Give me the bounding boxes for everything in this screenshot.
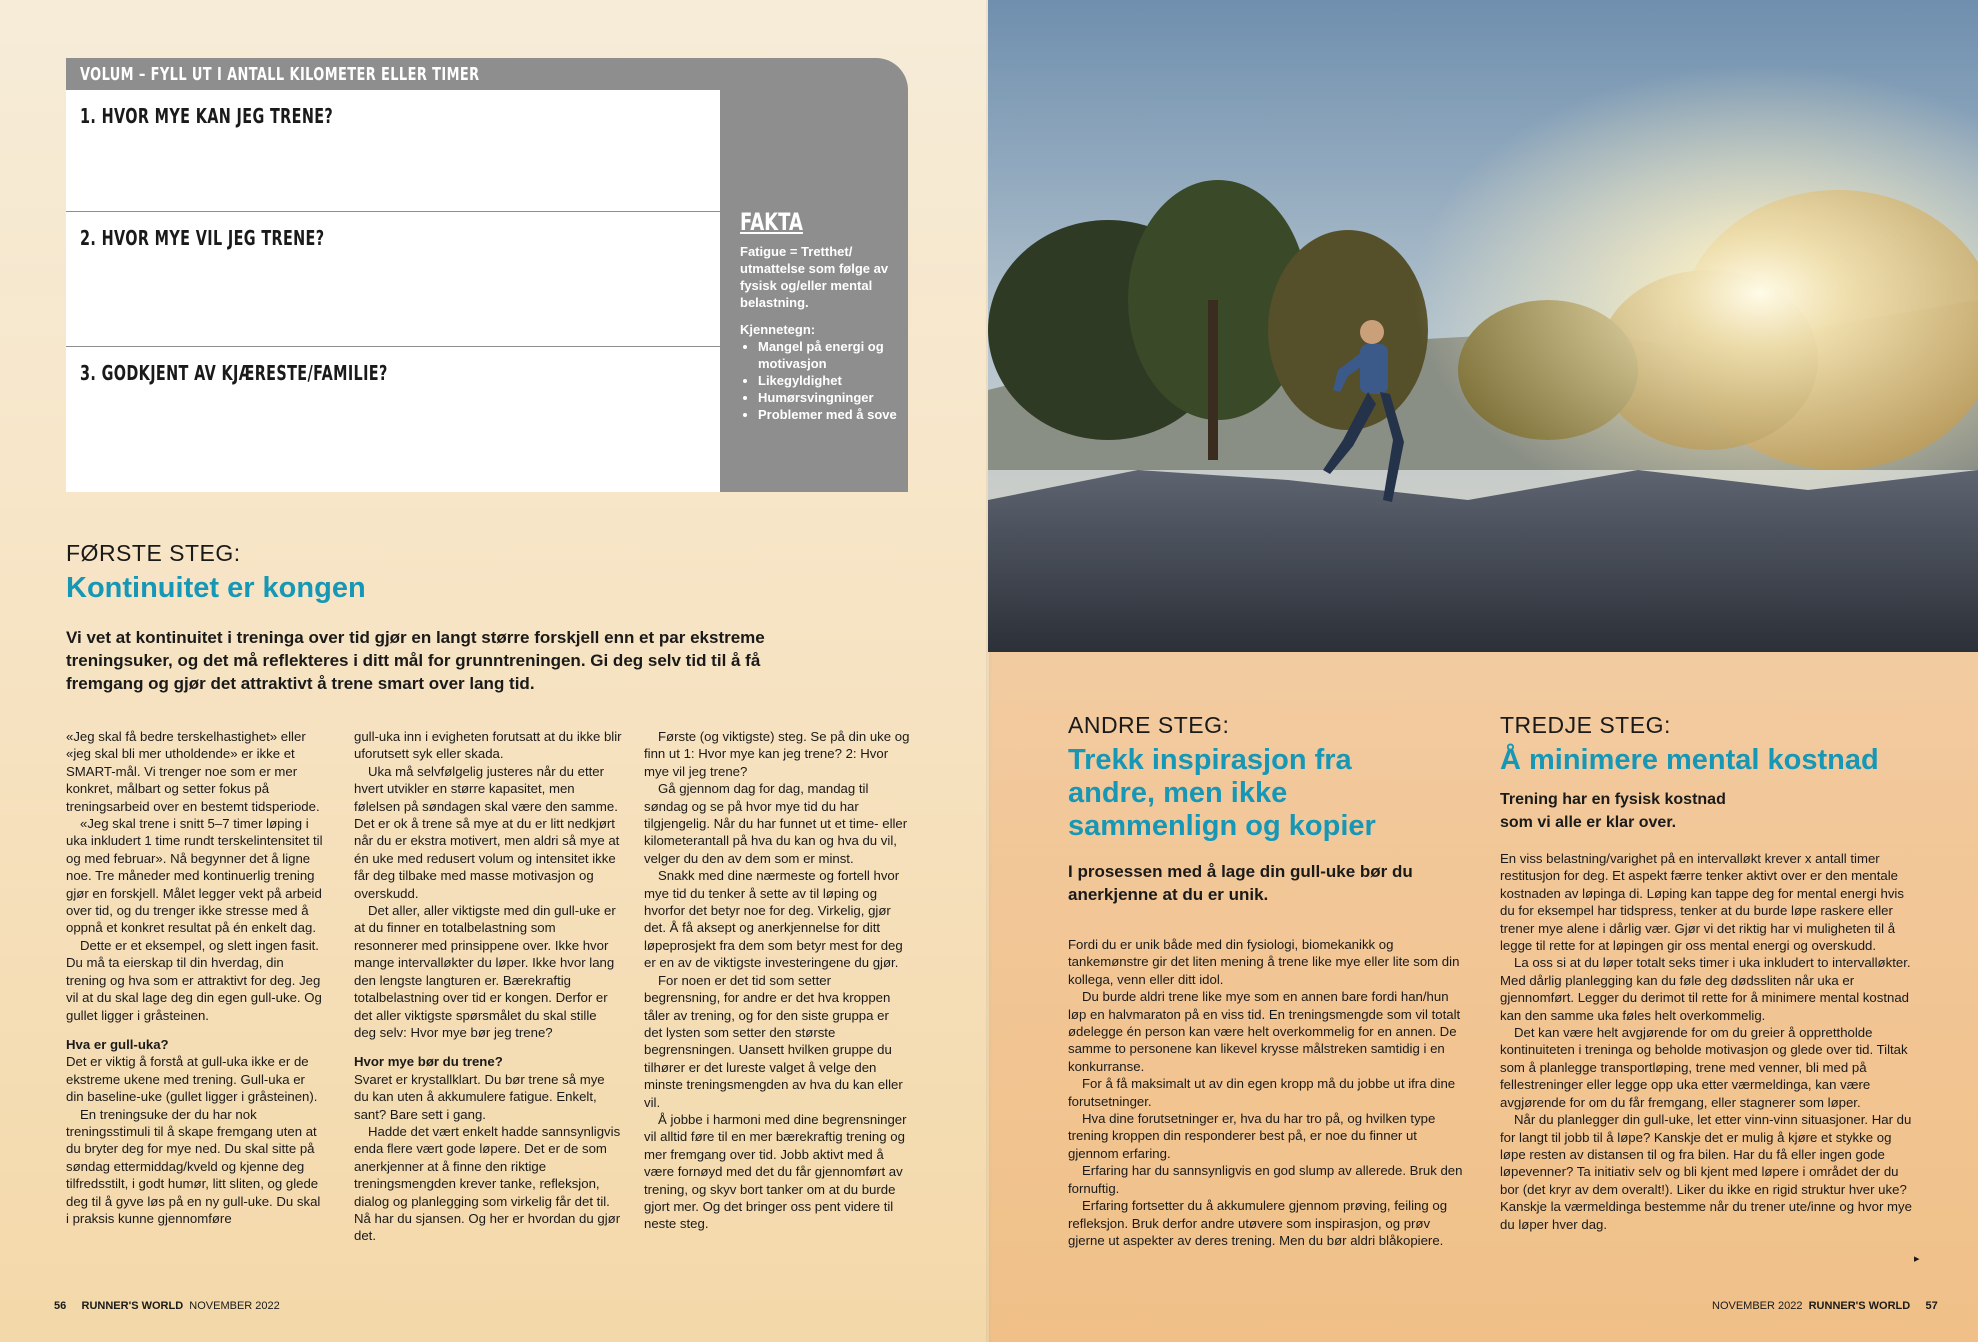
fakta-box <box>740 208 900 423</box>
volume-row-3[interactable]: 3. GODKJENT AV KJÆRESTE/FAMILIE? <box>80 361 388 385</box>
step1-column-1 <box>66 728 326 1227</box>
fakta-sign: • Likegyldighet <box>758 372 900 389</box>
paragraph: gull-uka inn i evigheten forutsatt at du ikke blir uforutsett syk eller skada. <box>354 729 622 762</box>
page-number: 56 <box>54 1300 67 1312</box>
paragraph: Når du planlegger din gull-uke, let etter vinn-vinn situasjoner. Har du for langt til jobb til å løpe? Kanskje det er mulig å kjøre et stykke og løpe resten av distansen til og fra bilen. Har du få eller ingen gode løpevenner? Ta initiativ selv og bli kjent med løpere i området der du bor (det kryr av dem overalt!). Liker du ikke en rigid struktur hver uke? Kanskje la værmeldinga bestemme når du trener ute/inne og hvor mye du løper hver dag. <box>1500 1112 1912 1232</box>
volume-row-2[interactable]: 2. HVOR MYE VIL JEG TRENE? <box>66 212 720 347</box>
step1-kicker: FØRSTE STEG: <box>66 540 241 566</box>
fakta-sign: • Problemer med å sove <box>758 406 900 423</box>
paragraph: «Jeg skal få bedre terskelhastighet» eller «jeg skal bli mer utholdende» er ikke et SMART-mål. Vi trenger noe som er mer konkret, målbart og setter fokus på treningsarbeid over en bestemt tidsperiode. <box>66 729 320 814</box>
step1-lead: Vi vet at kontinuitet i treninga over tid gjør en langt større forskjell enn et par ekstreme treningsuker, og det må reflekteres i ditt mål for grunntreningen. Gi deg selv tid til å få fremgang og gjør det attraktivt å trene smart over lang tid. <box>66 628 765 693</box>
step3-lead: Trening har en fysisk kostnad som vi alle er klar over. <box>1500 791 1726 831</box>
paragraph: En treningsuke der du har nok treningsstimuli til å skape fremgang uten at du bryter deg for mye ned. Du skal sitte på søndag ettermiddag/kveld og kjenne deg tilfredsstilt, i godt humør, litt sliten, og glede deg til å gyve løs på en ny gull-uke. Du skal i praksis kunne gjennomføre <box>66 1106 321 1226</box>
fakta-title: FAKTA <box>740 208 803 236</box>
paragraph: Det er viktig å forstå at gull-uka ikke er de ekstreme ukene med trening. Gull-uka er din baseline-uke (gullet ligger i gråsteinen). <box>66 1054 318 1105</box>
paragraph: For noen er det tid som setter begrensning, for andre er det hva kroppen tåler av trening, og for den siste gruppa er det lysten som setter den største begrensningen. Uansett hvilken gruppe du tilhører er det lureste valget å velge den minste treningsmengden av hva du kan eller vil. <box>644 972 903 1110</box>
step3-body <box>1500 850 1915 1233</box>
paragraph: Svaret er krystallklart. Du bør trene så mye du kan uten å akkumulere fatigue. Enkelt, sant? Bare sett i gang. <box>354 1071 605 1122</box>
subheading: Hva er gull-uka? <box>66 1036 169 1052</box>
magazine-name: RUNNER'S WORLD <box>81 1300 184 1312</box>
fakta-sign: • Humørsvingninger <box>758 389 900 406</box>
paragraph: Å jobbe i harmoni med dine begrensninger vil alltid føre til en mer bærekraftig trening og mer fremgang over tid. Jobb aktivt med å være fornøyd med det du får gjennomført av trening, og skyv bort tanker om at du burde gjort mer. Og det bringer oss pent videre til neste steg. <box>644 1111 907 1232</box>
step2-headline: Trekk inspirasjon fra andre, men ikke sammenlign og kopier <box>1068 744 1376 842</box>
volume-row-1[interactable]: 1. HVOR MYE KAN JEG TRENE? <box>66 90 720 212</box>
step1-column-3 <box>644 728 910 1233</box>
volume-header: VOLUM – FYLL UT I ANTALL KILOMETER ELLER TIMER <box>66 58 908 90</box>
fakta-sign: • Mangel på energi og motivasjon <box>758 338 900 372</box>
page-number: 57 <box>1925 1300 1938 1312</box>
footer-right <box>1712 1300 1938 1312</box>
paragraph: Erfaring fortsetter du å akkumulere gjennom prøving, feiling og refleksjon. Bruk derfor andre utøvere som inspirasjon, og prøv gjerne ut aspekter av deres trening. Men du bør aldri blåkopiere. <box>1068 1198 1448 1248</box>
paragraph: Uka må selvfølgelig justeres når du etter hvert utvikler en større kapasitet, men følelsen på søndagen skal være den samme. Det er ok å trene så mye at du er litt nedkjørt når du er ekstra motivert, men aldri så mye at én uke med redusert volum og intensitet ikke får deg tilbake med masse motivasjon og overskudd. <box>354 763 620 901</box>
issue-date: NOVEMBER 2022 <box>1712 1300 1803 1312</box>
magazine-name: RUNNER'S WORLD <box>1808 1300 1911 1312</box>
paragraph: En viss belastning/varighet på en intervalløkt krever x antall timer restitusjon for deg. Et aspekt færre tenker aktivt over er den mentale kostnaden av løpinga di. Løping kan tappe deg for mental energi hvis du for eksempel har tidspress, tenker at du burde løpe raskere eller trener mye alene i dårlig vær. Gjør vi det riktig har vi muligheten til å legge til rette for at løpingen gir oss mental energi og overskudd. <box>1500 851 1904 954</box>
step1-column-2 <box>354 728 622 1245</box>
step2-kicker: ANDRE STEG: <box>1068 712 1230 738</box>
fakta-signs-title: Kjennetegn: <box>740 322 816 337</box>
paragraph: Snakk med dine nærmeste og fortell hvor mye tid du tenker å sette av til løping og hvorfor det betyr noe for deg. Virkelig, gjør det. Å få aksept og anerkjennelse for ditt løpeprosjekt fra dem som betyr mest for deg er en av de viktigste investeringene du gjør. <box>644 868 903 971</box>
step3-headline: Å minimere mental kostnad <box>1500 744 1879 776</box>
volume-rows <box>66 90 720 492</box>
paragraph: Hva dine forutsetninger er, hva du har tro på, og hvilken type trening kroppen din responderer best på, er noe du finner ut gjennom erfaring. <box>1068 1111 1436 1161</box>
runner-photo-illustration <box>988 0 1978 652</box>
fakta-signs-list <box>740 338 900 423</box>
step2-lead: I prosessen med å lage din gull-uke bør du anerkjenne at du er unik. <box>1068 862 1413 904</box>
paragraph: Erfaring har du sannsynligvis en god slump av allerede. Bruk den fornuftig. <box>1068 1163 1463 1196</box>
paragraph: La oss si at du løper totalt seks timer i uka inkludert to intervalløkter. Med dårlig planlegging kan du føle deg dødssliten når uka er gjennomført. Legger du derimot til rette for å minimere mental kostnad kan den samme uka føles helt overkommelig. <box>1500 955 1911 1023</box>
paragraph: For å få maksimalt ut av din egen kropp må du jobbe ut ifra dine forutsetninger. <box>1068 1076 1456 1109</box>
step2-body <box>1068 936 1468 1249</box>
paragraph: Det aller, aller viktigste med din gull-uke er at du finner en totalbelastning som resonnerer med prinsippene over. Ikke hvor mange intervalløkter du løper. Ikke hvor lang den lengste langturen er. Bærekraftig totalbelastning over tid er kongen. Derfor er det aller viktigste spørsmålet du skal stille deg selv: Hvor mye bør jeg trene? <box>354 903 616 1040</box>
step3-kicker: TREDJE STEG: <box>1500 712 1671 738</box>
paragraph: Du burde aldri trene like mye som en annen bare fordi han/hun løp en halvmaraton på en viss tid. En treningsmengde som vil totalt ødelegge én person kan være helt overkommelig for en annen. De samme to personene kan likevel krysse målstreken samtidig i en konkurranse. <box>1068 989 1461 1074</box>
paragraph: Gå gjennom dag for dag, mandag til søndag og se på hvor mye tid du har tilgjengelig. Når du har funnet ut et time- eller kilometerantall på hva du kan og hva du vil, velger du den av dem som er minst. <box>644 781 908 866</box>
footer-left <box>54 1300 280 1312</box>
runner-photo <box>988 0 1978 652</box>
paragraph: Dette er et eksempel, og slett ingen fasit. Du må ta eierskap til din hverdag, din trening og hva som er attraktivt for deg. Jeg vil at du skal lage deg din egen gull-uke. Og gullet ligger i gråsteinen. <box>66 937 322 1023</box>
paragraph: Hadde det vært enkelt hadde sannsynligvis enda flere vært gode løpere. Det er de som anerkjenner at å finne den riktige treningsmengden krever tanke, refleksjon, dialog og planlegging som virkelig får det til. Nå har du sjansen. Og her er hvordan du gjør det. <box>354 1123 621 1244</box>
paragraph: Fordi du er unik både med din fysiologi, biomekanikk og tankemønstre gir det liten mening å trene like mye eller lite som din kollega, venn eller ditt idol. <box>1068 937 1460 987</box>
issue-date: NOVEMBER 2022 <box>189 1300 280 1312</box>
subheading: Hvor mye bør du trene? <box>354 1054 503 1070</box>
continue-arrow-icon: ▸ <box>1914 1253 1920 1265</box>
paragraph: Det kan være helt avgjørende for om du greier å opprettholde kontinuiteten i treninga og beholde motivasjon og glede over tid. Tiltak som å planlegge transportløping, trene med venner, bli med på fellestreninger eller legge opp uka etter værmeldinga, kan være avgjørende for om du får fremgang, eller stagnerer som løper. <box>1500 1025 1908 1110</box>
fakta-definition: Fatigue = Tretthet/ utmattelse som følge av fysisk og/eller mental belastning. <box>740 244 889 310</box>
step1-headline: Kontinuitet er kongen <box>66 572 366 604</box>
paragraph: «Jeg skal trene i snitt 5–7 timer løping i uka inkludert 1 time rundt terskelintensitet til og med februar». Nå begynner det å ligne noe. Tre måneder med kontinuerlig trening gjør en forskjell. Målet legger vekt på arbeid over tid, og du trenger ikke stresse med å oppnå et konkret resultat på én enkelt dag. <box>66 816 323 936</box>
paragraph: Første (og viktigste) steg. Se på din uke og finn ut 1: Hvor mye kan jeg trene? 2: Hvor mye vil jeg trene? <box>644 729 910 779</box>
